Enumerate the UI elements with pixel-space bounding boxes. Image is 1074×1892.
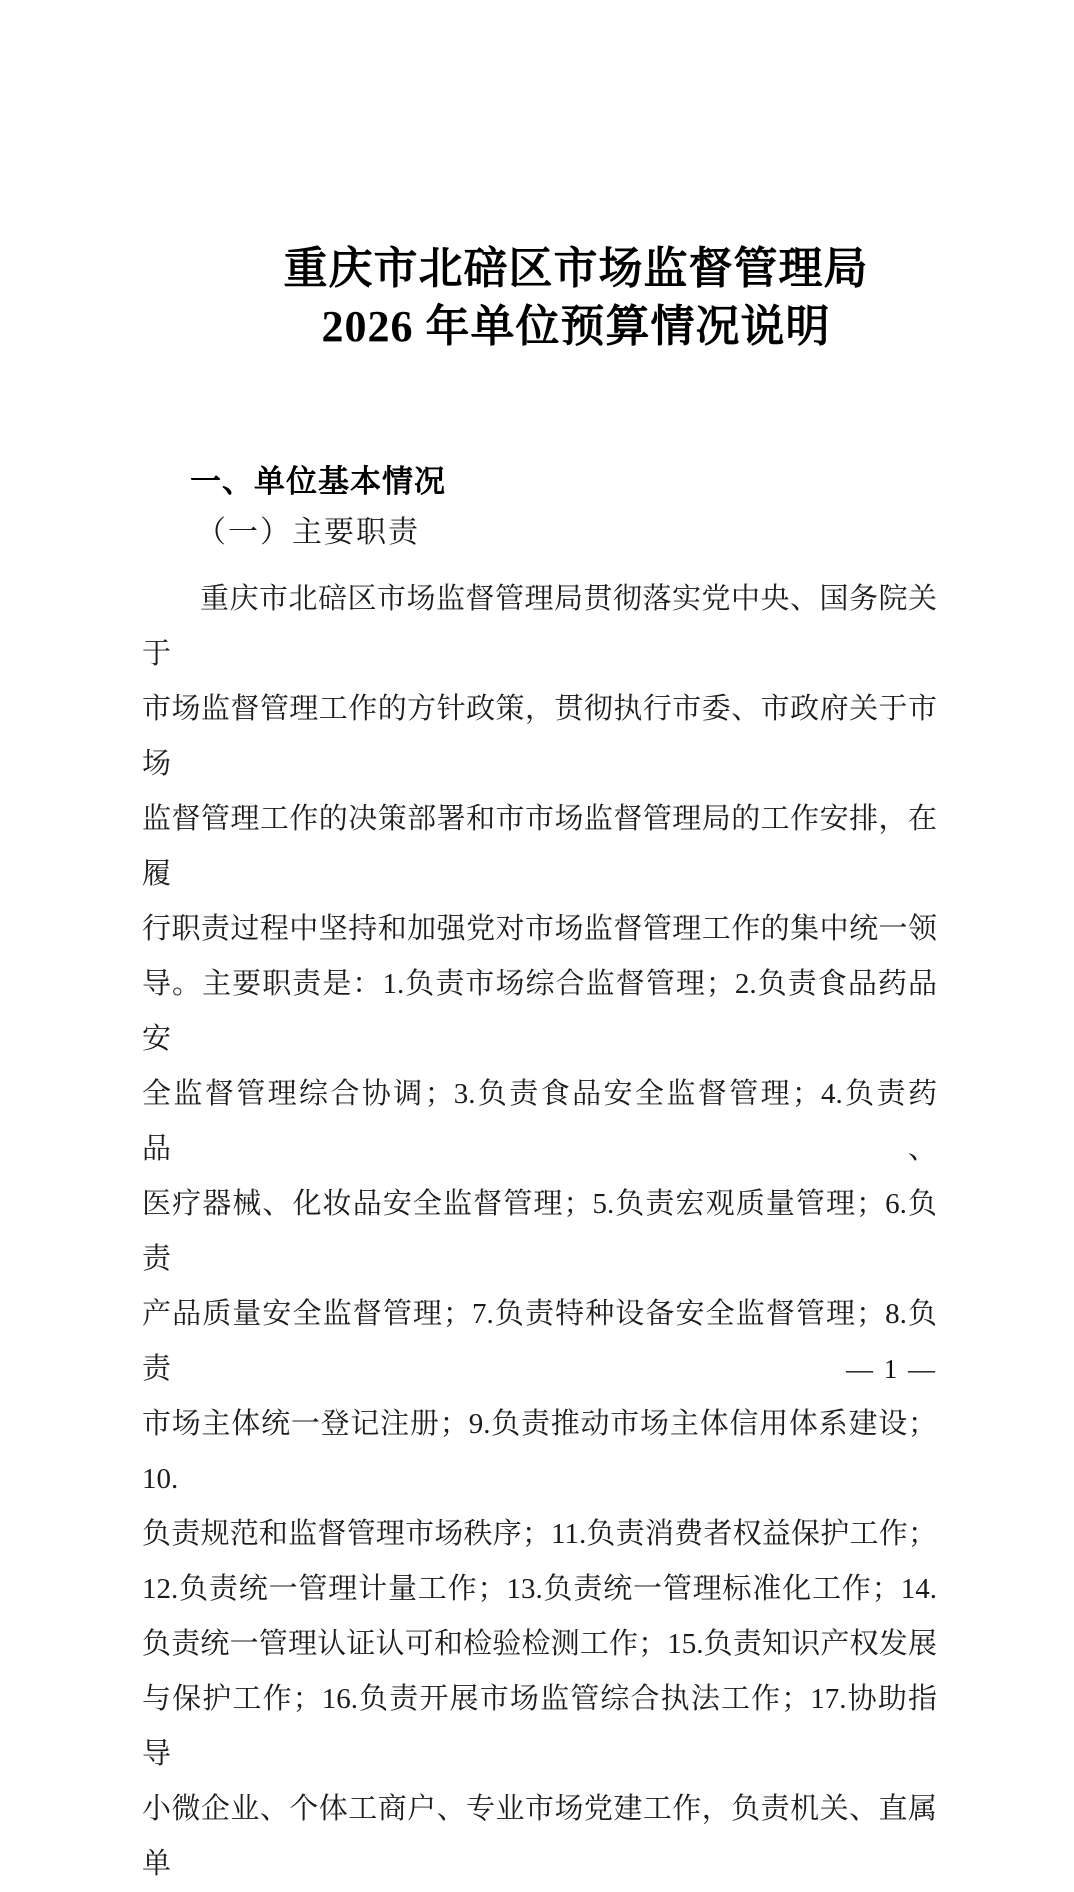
paragraph-line: 重庆市北碚区市场监督管理局贯彻落实党中央、国务院关于 [142,583,937,670]
paragraph-line: 与保护工作；16.负责开展市场监管综合执法工作；17.协助指导 [142,1683,937,1770]
paragraph-main-duties [142,572,937,1892]
subsection-heading-main-duties: （一）主要职责 [196,516,420,549]
section-heading-basic-info: 一、单位基本情况 [190,464,446,499]
paragraph-line: 产品质量安全监督管理；7.负责特种设备安全监督管理；8.负责 [142,1298,937,1385]
paragraph-line: 监督管理工作的决策部署和市市场监督管理局的工作安排，在履 [142,803,937,890]
paragraph-line: 医疗器械、化妆品安全监督管理；5.负责宏观质量管理；6.负责 [142,1188,937,1275]
document-title [0,240,1074,356]
paragraph-line: 导。主要职责是：1.负责市场综合监督管理；2.负责食品药品安 [142,968,937,1055]
paragraph-line: 市场监督管理工作的方针政策，贯彻执行市委、市政府关于市场 [142,693,937,780]
paragraph-line: 全监督管理综合协调；3.负责食品安全监督管理；4.负责药品、 [142,1078,937,1165]
paragraph-line: 行职责过程中坚持和加强党对市场监督管理工作的集中统一领 [142,913,937,945]
paragraph-line: 负责统一管理认证认可和检验检测工作；15.负责知识产权发展 [142,1628,937,1660]
document-title-line2: 2026 年单位预算情况说明 [321,302,831,351]
document-title-line1: 重庆市北碚区市场监督管理局 [283,244,869,293]
paragraph-line: 12.负责统一管理计量工作；13.负责统一管理标准化工作；14. [142,1573,937,1605]
paragraph-line: 市场主体统一登记注册；9.负责推动市场主体信用体系建设；10. [142,1408,937,1495]
paragraph-line: 负责规范和监督管理市场秩序；11.负责消费者权益保护工作； [142,1518,937,1550]
page-number: — 1 — [846,1354,937,1384]
paragraph-line: 小微企业、个体工商户、专业市场党建工作，负责机关、直属单 [142,1793,937,1880]
